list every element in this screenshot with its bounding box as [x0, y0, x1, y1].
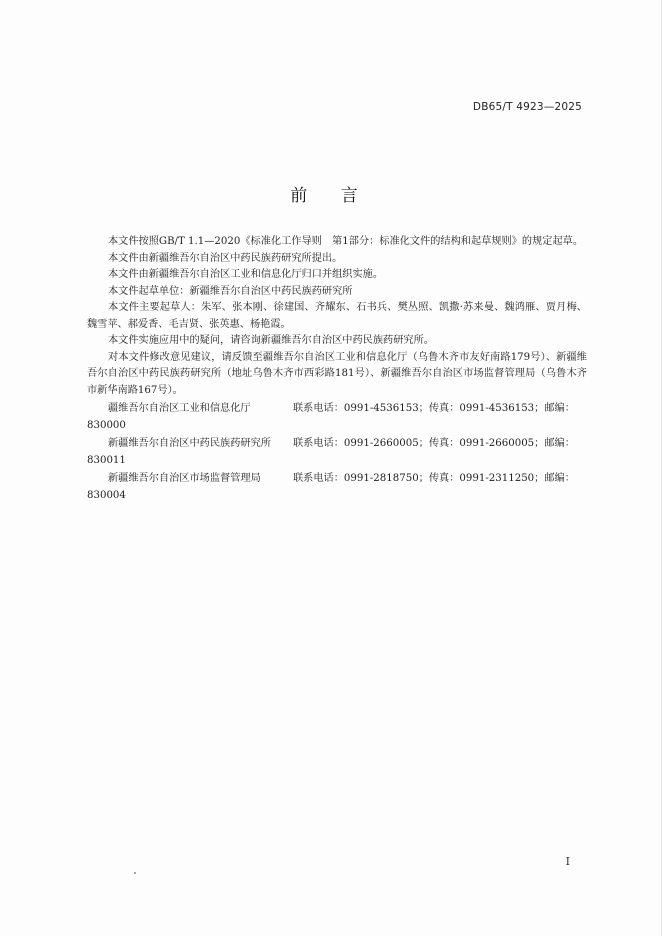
- contact-entry: [87, 471, 587, 504]
- page-title: 前 言: [290, 186, 372, 206]
- paragraph-drafting-unit: 本文件起草单位：新疆维吾尔自治区中药民族药研究所: [108, 285, 353, 297]
- paragraph-inquiry: 本文件实施应用中的疑问，请咨询新疆维吾尔自治区中药民族药研究所。: [108, 335, 434, 346]
- contact-postcode: 830000: [87, 419, 126, 431]
- contact-line: [87, 471, 587, 488]
- page-number: I: [565, 855, 570, 868]
- contact-details: 联系电话：0991-4536153；传真：0991-4536153；邮编：: [293, 403, 575, 414]
- foreword-body: [87, 234, 587, 504]
- paragraph-drafting-rules: 本文件按照GB/T 1.1—2020《标准化工作导则 第1部分：标准化文件的结构和起草规则》的规定起草。: [108, 236, 584, 247]
- paragraph-administrator: 本文件由新疆维吾尔自治区工业和信息化厅归口并组织实施。: [108, 269, 384, 280]
- contact-entry: [87, 401, 587, 434]
- contact-org: 疆维吾尔自治区工业和信息化厅: [108, 403, 251, 414]
- contact-line: [87, 401, 587, 418]
- contact-entry: [87, 436, 587, 469]
- contact-postcode: 830011: [87, 454, 126, 466]
- document-code: DB65/T 4923—2025: [472, 101, 582, 113]
- contact-line: [87, 436, 587, 453]
- paragraph-proposer: 本文件由新疆维吾尔自治区中药民族药研究所提出。: [108, 252, 343, 264]
- contact-details: 联系电话：0991-2660005；传真：0991-2660005；邮编：: [293, 438, 575, 449]
- contact-org: 新疆维吾尔自治区市场监督管理局: [108, 473, 261, 484]
- contact-org: 新疆维吾尔自治区中药民族药研究所: [108, 438, 271, 449]
- contact-details: 联系电话：0991-2818750；传真：0991-2311250；邮编：: [293, 473, 575, 484]
- contact-postcode: 830004: [87, 489, 126, 501]
- scan-speck: [134, 872, 136, 874]
- paragraph-drafters: 本文件主要起草人：朱军、张本刚、徐建国、齐耀东、石书兵、樊丛照、凯撒·苏来曼、魏鸿雁、贾月梅、魏雪苹、郝爱香、毛吉贤、张英惠、杨艳霞。: [87, 302, 587, 330]
- paragraph-feedback: 对本文件修改意见建议，请反馈至疆维吾尔自治区工业和信息化厅（乌鲁木齐市友好南路179号）、新疆维吾尔自治区中药民族药研究所（地址乌鲁木齐市西彩路181号）、新疆维吾尔自治区市场监督管理局（乌鲁木齐市新华南路167号）。: [87, 351, 587, 396]
